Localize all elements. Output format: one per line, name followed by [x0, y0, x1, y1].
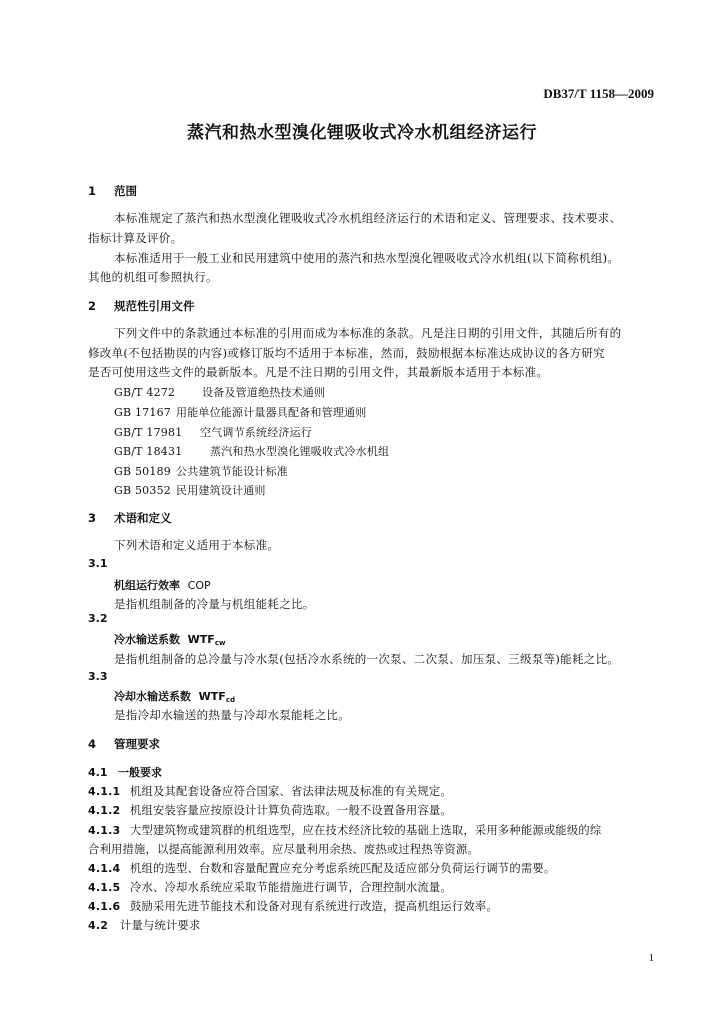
section-title: 管理要求: [114, 737, 160, 751]
term-definition: 是指机组制备的冷量与机组能耗之比。: [114, 597, 315, 611]
subsection-number: 4.2: [88, 919, 109, 932]
clause-continuation: 合利用措施，以提高能源利用效率。应尽量利用余热、废热或过程热等资源。: [88, 843, 479, 856]
term-name: 冷却水输送系数: [114, 690, 191, 703]
section-3-heading: [88, 510, 172, 526]
paragraph-line: 本标准规定了蒸汽和热水型溴化锂吸收式冷水机组经济运行的术语和定义、管理要求、技术要求、: [114, 211, 622, 225]
reference-name: 设备及管道绝热技术通则: [202, 386, 326, 399]
clause-number: 4.1.3: [88, 824, 121, 837]
clause-text: 机组安装容量应按原设计计算负荷选取。一般不设置备用容量。: [130, 804, 452, 817]
reference-item: [114, 482, 266, 498]
clause-text: 大型建筑物或建筑群的机组选型，应在技术经济比较的基础上选取，采用多种能源或能级的综: [130, 824, 602, 837]
reference-code: GB 50352: [114, 484, 171, 497]
clause-item: [88, 822, 601, 838]
clause-item: [88, 898, 498, 914]
term-heading: [114, 688, 235, 704]
clause-number: 4.1.5: [88, 881, 121, 894]
term-name: 冷水输送系数: [114, 633, 180, 646]
section-2-heading: [88, 298, 195, 314]
term-heading: [114, 577, 211, 593]
term-symbol-subscript: cd: [225, 696, 235, 704]
reference-item: [114, 424, 312, 440]
clause-number: 4.1.4: [88, 862, 121, 875]
paragraph-line: 下列文件中的条款通过本标准的引用而成为本标准的条款。凡是注日期的引用文件，其随后所有的: [114, 326, 622, 340]
reference-code: GB 50189: [114, 465, 171, 478]
reference-code: GB/T 4272: [114, 386, 176, 399]
reference-code: GB/T 18431: [114, 445, 183, 458]
document-number: DB37/T 1158—2009: [543, 86, 654, 101]
paragraph-line: 其他的机组可参照执行。: [88, 270, 218, 284]
reference-name: 蒸汽和热水型溴化锂吸收式冷水机组: [210, 445, 390, 458]
clause-text: 鼓励采用先进节能技术和设备对现有系统进行改造，提高机组运行效率。: [130, 900, 498, 913]
clause-item: [88, 802, 452, 818]
section-title: 规范性引用文件: [114, 299, 195, 313]
section-number: 4: [88, 737, 97, 751]
term-name: 机组运行效率: [114, 579, 180, 592]
clause-item: [88, 879, 452, 895]
section-4-heading: [88, 736, 160, 752]
clause-number: 4.1.6: [88, 900, 121, 913]
paragraph-line: 是否可使用这些文件的最新版本。凡是不注日期的引用文件，其最新版本适用于本标准。: [88, 365, 549, 379]
document-title: 蒸汽和热水型溴化锂吸收式冷水机组经济运行: [187, 123, 537, 143]
term-number: 3.2: [88, 612, 108, 625]
clause-number: 4.1.2: [88, 804, 121, 817]
section-title: 术语和定义: [114, 511, 172, 525]
subsection-4-1-heading: [88, 764, 162, 780]
section-1-heading: [88, 183, 137, 199]
reference-name: 民用建筑设计通则: [176, 484, 266, 497]
reference-name: 公共建筑节能设计标准: [176, 465, 288, 478]
reference-item: [114, 384, 325, 400]
clause-number: 4.1.1: [88, 785, 121, 798]
subsection-title: 计量与统计要求: [120, 919, 201, 932]
term-number: 3.3: [88, 670, 108, 683]
clause-item: [88, 860, 555, 876]
section-number: 1: [88, 184, 97, 198]
clause-item: [88, 783, 452, 799]
page-number: 1: [648, 952, 654, 964]
section-number: 3: [88, 511, 97, 525]
reference-item: [114, 463, 288, 479]
reference-code: GB/T 17981: [114, 426, 183, 439]
section-number: 2: [88, 299, 97, 313]
term-symbol-subscript: cw: [214, 639, 226, 647]
term-symbol: COP: [187, 579, 211, 592]
reference-item: [114, 443, 389, 459]
term-definition: 是指冷却水输送的热量与冷却水泵能耗之比。: [114, 708, 350, 722]
section-title: 范围: [114, 184, 137, 198]
clause-text: 机组的选型、台数和容量配置应充分考虑系统匹配及适应部分负荷运行调节的需要。: [130, 862, 556, 875]
paragraph-line: 修改单(不包括勘误的内容)或修订版均不适用于本标准，然而，鼓励根据本标准达成协议的各方研究: [88, 346, 605, 360]
paragraph-line: 本标准适用于一般工业和民用建筑中使用的蒸汽和热水型溴化锂吸收式冷水机组(以下简称机组)。: [114, 251, 620, 265]
clause-text: 机组及其配套设备应符合国家、省法律法规及标准的有关规定。: [130, 785, 452, 798]
paragraph-line: 下列术语和定义适用于本标准。: [114, 538, 280, 552]
reference-item: [114, 404, 366, 420]
reference-code: GB 17167: [114, 406, 171, 419]
paragraph-line: 指标计算及评价。: [88, 231, 183, 245]
subsection-number: 4.1: [88, 766, 108, 779]
term-definition: 是指机组制备的总冷量与冷水泵(包括冷水系统的一次泵、二次泵、加压泵、三级泵等)能耗之比。: [114, 652, 620, 666]
term-symbol: WTF: [187, 633, 215, 646]
reference-name: 空气调节系统经济运行: [200, 426, 312, 439]
subsection-4-2-heading: [88, 917, 200, 933]
term-heading: [114, 631, 225, 647]
clause-text: 冷水、冷却水系统应采取节能措施进行调节，合理控制水流量。: [130, 881, 452, 894]
reference-name: 用能单位能源计量器具配备和管理通则: [176, 406, 367, 419]
subsection-title: 一般要求: [118, 766, 162, 779]
term-symbol: WTF: [198, 690, 226, 703]
term-number: 3.1: [88, 557, 108, 570]
